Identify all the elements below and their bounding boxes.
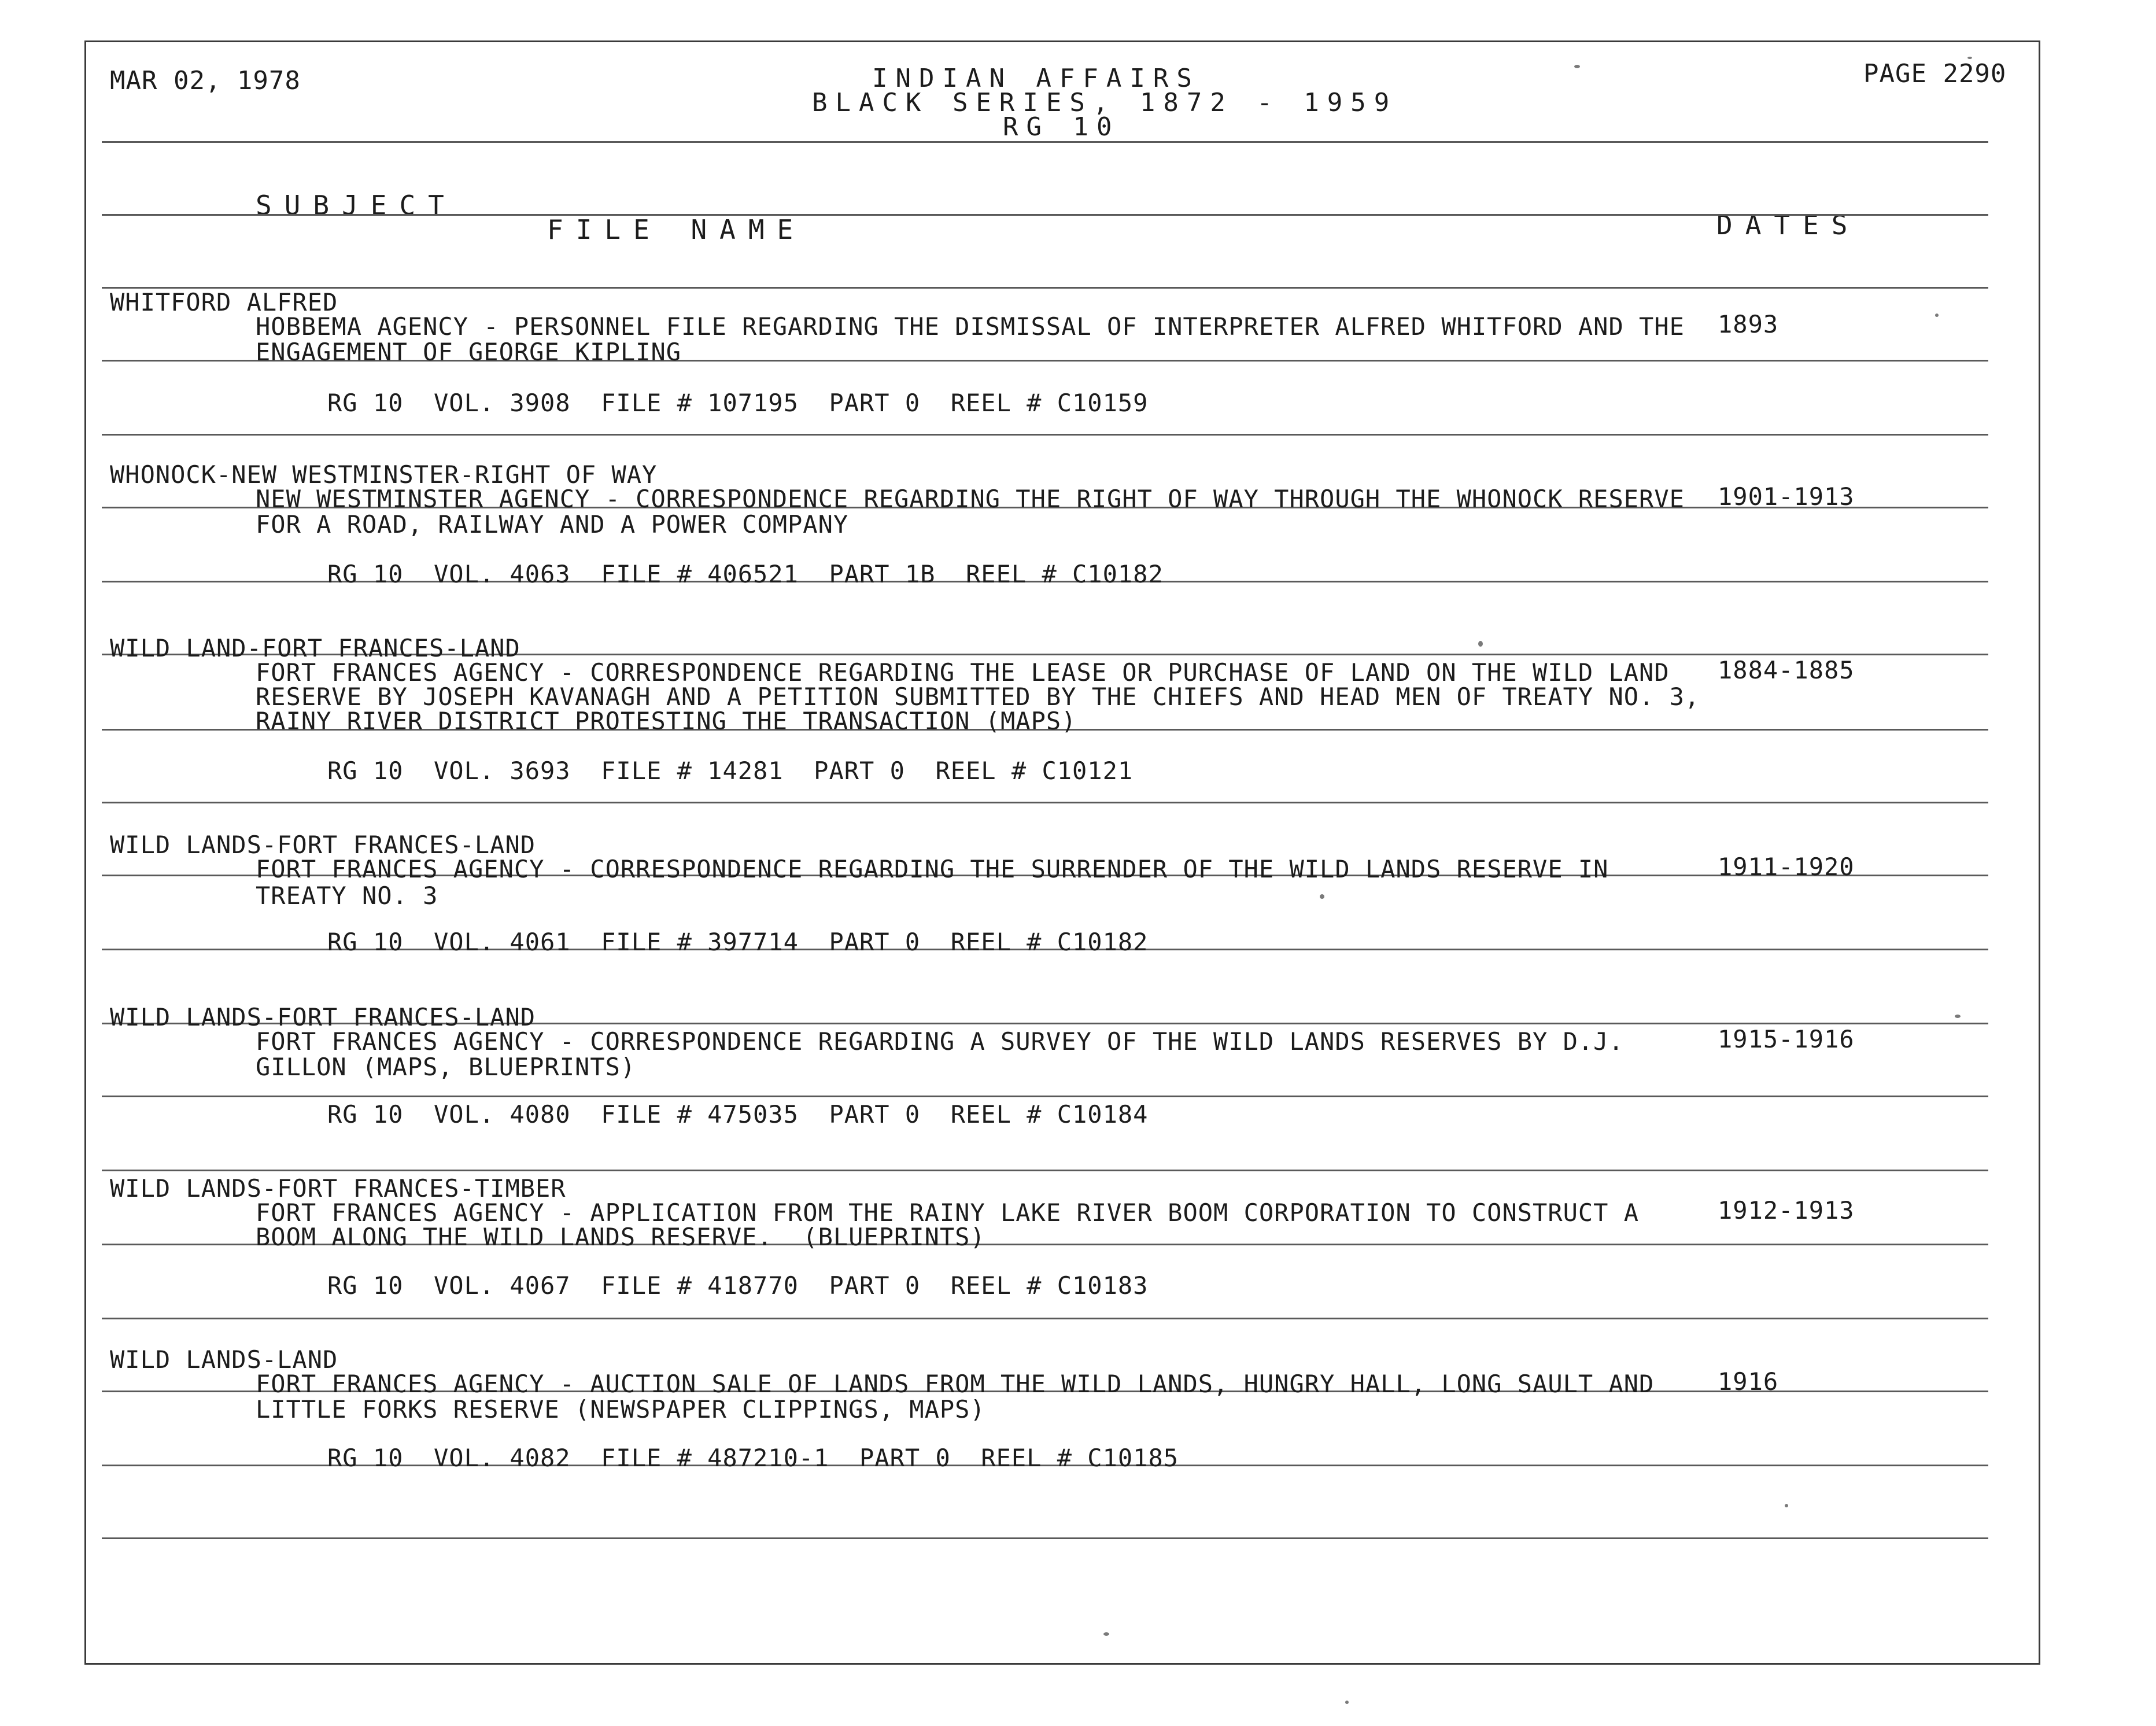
entry-description-line: RAINY RIVER DISTRICT PROTESTING THE TRANSACTION (MAPS): [256, 707, 1077, 735]
scan-speck: [1935, 314, 1939, 317]
report-record-group: RG 10: [1003, 112, 1120, 142]
scan-speck: [1103, 1632, 1109, 1636]
entry-dates: 1912-1913: [1718, 1196, 1855, 1225]
entry-dates: 1884-1885: [1718, 656, 1855, 684]
entry-dates: 1915-1916: [1718, 1025, 1855, 1053]
entry-dates: 1893: [1718, 310, 1779, 338]
scan-speck: [1785, 1504, 1788, 1507]
entry-subject: WILD LAND-FORT FRANCES-LAND: [110, 634, 520, 662]
rule: [102, 287, 1988, 289]
entry-description-line: FORT FRANCES AGENCY - CORRESPONDENCE REGARDING A SURVEY OF THE WILD LANDS RESERVES BY D.J.: [256, 1027, 1624, 1056]
report-title: INDIAN AFFAIRS: [872, 64, 1200, 93]
report-date: MAR 02, 1978: [110, 66, 301, 95]
entry-subject: WILD LANDS-FORT FRANCES-LAND: [110, 1003, 536, 1031]
entry-subject: WHONOCK-NEW WESTMINSTER-RIGHT OF WAY: [110, 460, 658, 489]
rule: [102, 802, 1988, 803]
entry-reference: RG 10 VOL. 3693 FILE # 14281 PART 0 REEL # C10121: [327, 757, 1134, 785]
scan-speck: [1955, 1015, 1961, 1018]
entry-description-line: FORT FRANCES AGENCY - APPLICATION FROM THE RAINY LAKE RIVER BOOM CORPORATION TO CONSTRUCT A: [256, 1198, 1640, 1227]
entry-reference: RG 10 VOL. 4061 FILE # 397714 PART 0 REEL # C10182: [327, 928, 1149, 956]
entry-reference: RG 10 VOL. 3908 FILE # 107195 PART 0 REEL # C10159: [327, 389, 1149, 417]
entry-subject: WILD LANDS-FORT FRANCES-LAND: [110, 831, 536, 859]
entry-dates: 1916: [1718, 1367, 1779, 1396]
entry-reference: RG 10 VOL. 4063 FILE # 406521 PART 1B REEL # C10182: [327, 560, 1164, 588]
column-subject: SUBJECT: [256, 190, 457, 221]
entry-description-line: ENGAGEMENT OF GEORGE KIPLING: [256, 338, 682, 366]
entry-reference: RG 10 VOL. 4082 FILE # 487210-1 PART 0 REEL # C10185: [327, 1444, 1179, 1472]
entry-subject: WHITFORD ALFRED: [110, 288, 338, 316]
entry-dates: 1901-1913: [1718, 482, 1855, 511]
entry-description-line: FORT FRANCES AGENCY - AUCTION SALE OF LANDS FROM THE WILD LANDS, HUNGRY HALL, LONG SAULT AND: [256, 1370, 1655, 1398]
report-series: BLACK SERIES, 1872 - 1959: [812, 88, 1398, 117]
rule: [102, 1318, 1988, 1319]
column-file-name: FILE NAME: [547, 214, 806, 245]
entry-description-line: LITTLE FORKS RESERVE (NEWSPAPER CLIPPINGS, MAPS): [256, 1395, 985, 1423]
entry-description-line: RESERVE BY JOSEPH KAVANAGH AND A PETITION SUBMITTED BY THE CHIEFS AND HEAD MEN OF TREATY NO. 3,: [256, 683, 1700, 711]
rule: [102, 1096, 1988, 1097]
scan-speck: [1967, 57, 1972, 59]
rule: [102, 1170, 1988, 1171]
scan-speck: [1320, 894, 1324, 899]
entry-description-line: TREATY NO. 3: [256, 882, 438, 910]
entry-description-line: GILLON (MAPS, BLUEPRINTS): [256, 1053, 636, 1081]
rule: [102, 1537, 1988, 1539]
entry-subject: WILD LANDS-FORT FRANCES-TIMBER: [110, 1174, 566, 1203]
entry-description-line: NEW WESTMINSTER AGENCY - CORRESPONDENCE REGARDING THE RIGHT OF WAY THROUGH THE WHONOCK RESERVE: [256, 485, 1685, 513]
entry-description-line: FORT FRANCES AGENCY - CORRESPONDENCE REGARDING THE LEASE OR PURCHASE OF LAND ON THE WILD LAND: [256, 658, 1670, 687]
column-dates: DATES: [1716, 209, 1860, 241]
entry-dates: 1911-1920: [1718, 853, 1855, 881]
entry-reference: RG 10 VOL. 4067 FILE # 418770 PART 0 REEL # C10183: [327, 1271, 1149, 1300]
entry-subject: WILD LANDS-LAND: [110, 1345, 338, 1374]
rule: [102, 434, 1988, 436]
scan-speck: [1478, 641, 1483, 647]
page-number: PAGE 2290: [1863, 59, 2007, 88]
entry-description-line: FORT FRANCES AGENCY - CORRESPONDENCE REGARDING THE SURRENDER OF THE WILD LANDS RESERVE IN: [256, 855, 1609, 883]
entry-description-line: HOBBEMA AGENCY - PERSONNEL FILE REGARDING THE DISMISSAL OF INTERPRETER ALFRED WHITFORD AND THE: [256, 312, 1685, 341]
rule: [102, 141, 1988, 143]
entry-reference: RG 10 VOL. 4080 FILE # 475035 PART 0 REEL # C10184: [327, 1100, 1149, 1128]
scan-speck: [1345, 1701, 1349, 1704]
scan-speck: [1574, 65, 1580, 68]
entry-description-line: BOOM ALONG THE WILD LANDS RESERVE. (BLUEPRINTS): [256, 1223, 985, 1251]
rule: [102, 214, 1988, 216]
entry-description-line: FOR A ROAD, RAILWAY AND A POWER COMPANY: [256, 510, 849, 539]
